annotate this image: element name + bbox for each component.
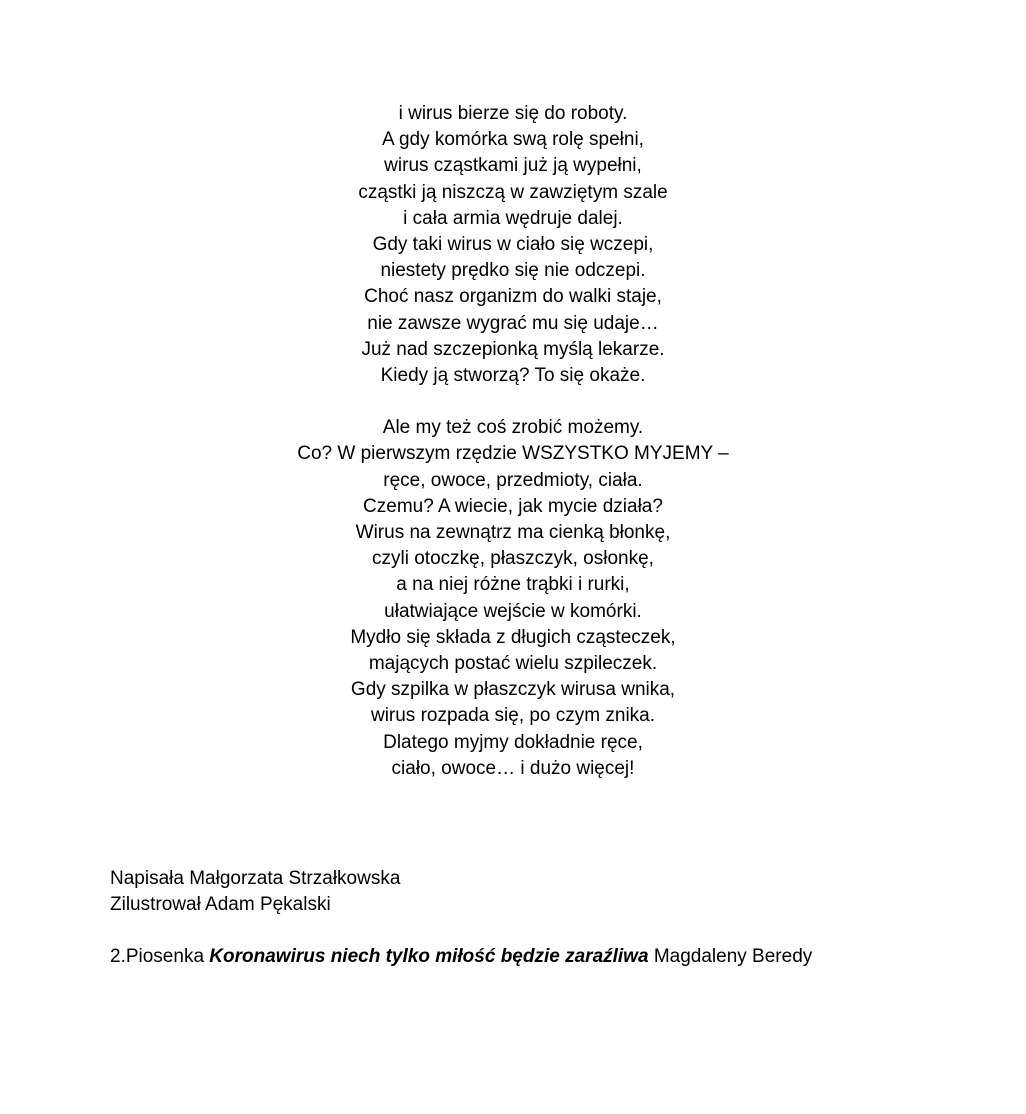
poem-line: i wirus bierze się do roboty. [398,103,628,124]
poem-line: i cała armia wędruje dalej. [403,207,623,229]
poem-line: ręce, owoce, przedmioty, ciała. [383,469,643,491]
poem-line: Kiedy ją stworzą? To się okaże. [380,364,646,386]
author-credit: Napisała Małgorzata Strzałkowska [110,868,401,889]
list-item-song [110,944,812,970]
poem-line: cząstki ją niszczą w zawziętym szale [358,181,668,203]
poem-line: czyli otoczkę, płaszczyk, osłonkę, [372,548,654,570]
poem-line: Czemu? A wiecie, jak mycie działa? [363,495,663,517]
stanza-gap [0,389,1026,415]
credits [110,866,400,918]
poem-line: niestety prędko się nie odczepi. [380,260,646,282]
item-suffix: Magdaleny Beredy [648,946,813,967]
poem-stanza-2 [0,415,1026,782]
poem-line: Ale my też coś zrobić możemy. [382,417,644,439]
poem-line: Wirus na zewnątrz ma cienką błonkę, [355,522,671,543]
poem-line: Mydło się składa z długich cząsteczek, [350,626,676,648]
illustrator-credit: Zilustrował Adam Pękalski [110,894,331,915]
poem-line: Co? W pierwszym rzędzie WSZYSTKO MYJEMY – [297,443,729,465]
poem-line: A gdy komórka swą rolę spełni, [382,129,644,151]
poem [0,101,1026,782]
poem-line: Gdy taki wirus w ciało się wczepi, [372,233,654,255]
poem-line: ułatwiające wejście w komórki. [384,600,642,622]
poem-line: Dlatego myjmy dokładnie ręce, [383,731,643,753]
poem-line: nie zawsze wygrać mu się udaje… [367,312,659,334]
poem-stanza-1 [0,101,1026,389]
poem-line: wirus cząstkami już ją wypełni, [384,155,642,177]
song-title: Koronawirus niech tylko miłość będzie zaraźliwa [209,946,649,967]
item-prefix: 2.Piosenka [110,946,210,967]
poem-line: Gdy szpilka w płaszczyk wirusa wnika, [350,679,676,701]
poem-line: mających postać wielu szpileczek. [368,652,658,674]
poem-line: ciało, owoce… i dużo więcej! [391,757,635,779]
poem-line: wirus rozpada się, po czym znika. [370,705,656,727]
poem-line: Już nad szczepionką myślą lekarze. [361,338,665,360]
poem-line: Choć nasz organizm do walki staje, [364,286,662,308]
poem-line: a na niej różne trąbki i rurki, [396,574,630,596]
